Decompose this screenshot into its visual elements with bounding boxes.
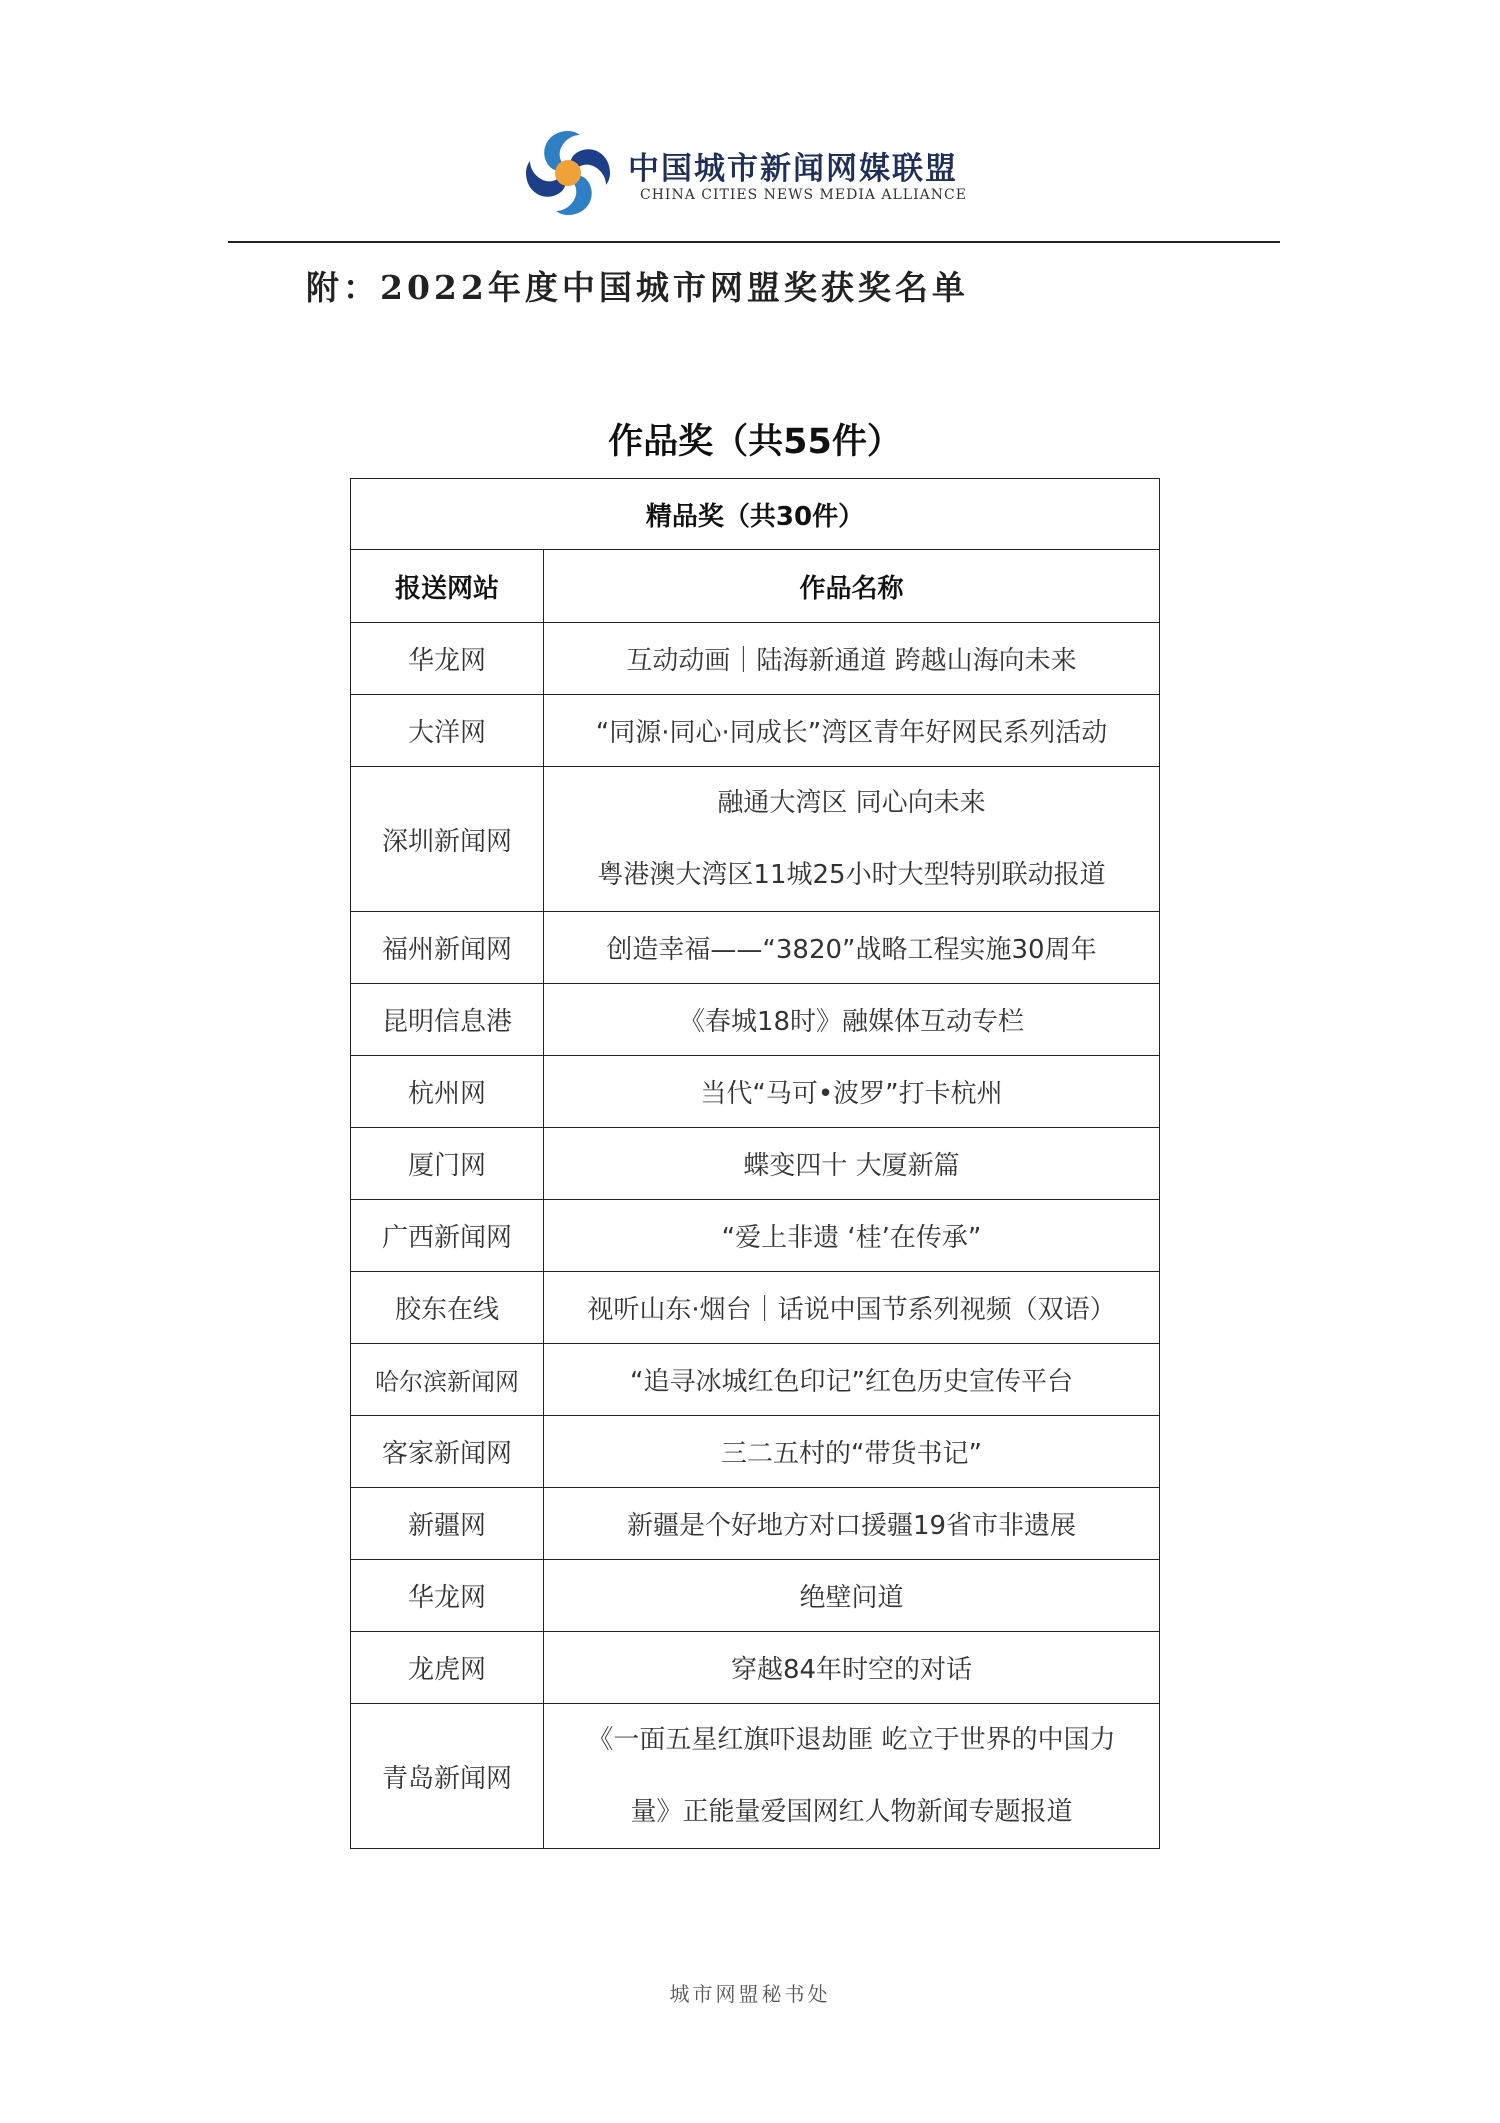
table-row xyxy=(351,1128,1160,1200)
table-row xyxy=(351,695,1160,767)
work-title-line: 互动动画｜陆海新通道 跨越山海向未来 xyxy=(626,646,1077,676)
site-cell: 客家新闻网 xyxy=(351,1416,544,1488)
table-row xyxy=(351,1704,1160,1849)
site-cell: 龙虎网 xyxy=(351,1632,544,1704)
site-cell: 华龙网 xyxy=(351,623,544,695)
table-row xyxy=(351,1632,1160,1704)
site-cell: 哈尔滨新闻网 xyxy=(351,1344,544,1416)
work-title-line: 融通大湾区 同心向未来 xyxy=(717,788,986,818)
header-logo xyxy=(520,125,980,225)
org-name-cn: 中国城市新闻网媒联盟 xyxy=(628,151,958,187)
table-row xyxy=(351,767,1160,912)
table-row xyxy=(351,1200,1160,1272)
site-cell: 深圳新闻网 xyxy=(351,767,544,912)
site-cell: 华龙网 xyxy=(351,1560,544,1632)
work-cell xyxy=(544,1416,1160,1488)
table-caption-row xyxy=(351,479,1160,550)
work-title-line: 创造幸福——“3820”战略工程实施30周年 xyxy=(606,935,1097,965)
work-title-line: 视听山东·烟台｜话说中国节系列视频（双语） xyxy=(587,1295,1116,1325)
work-title-line: 蝶变四十 大厦新篇 xyxy=(743,1151,960,1181)
section-title: 作品奖（共55件） xyxy=(608,422,902,462)
work-cell xyxy=(544,1488,1160,1560)
table-row xyxy=(351,1056,1160,1128)
work-cell xyxy=(544,1056,1160,1128)
work-title-line: 新疆是个好地方对口援疆19省市非遗展 xyxy=(626,1511,1077,1541)
work-title-line: “追寻冰城红色印记”红色历史宣传平台 xyxy=(630,1367,1073,1397)
table-row xyxy=(351,1488,1160,1560)
footer-text: 城市网盟秘书处 xyxy=(669,1982,831,2006)
table-caption: 精品奖（共30件） xyxy=(351,479,1160,550)
work-title-line: “同源·同心·同成长”湾区青年好网民系列活动 xyxy=(595,718,1108,748)
work-cell xyxy=(544,767,1160,912)
work-title-line: 《春城18时》融媒体互动专栏 xyxy=(678,1007,1025,1037)
site-cell: 杭州网 xyxy=(351,1056,544,1128)
work-cell xyxy=(544,912,1160,984)
table-row xyxy=(351,1272,1160,1344)
table-row xyxy=(351,623,1160,695)
work-cell xyxy=(544,984,1160,1056)
work-title-line: 绝壁问道 xyxy=(799,1583,904,1613)
site-cell: 福州新闻网 xyxy=(351,912,544,984)
work-title-line: 穿越84年时空的对话 xyxy=(730,1655,973,1685)
table-header-row xyxy=(351,550,1160,623)
work-cell xyxy=(544,1632,1160,1704)
document-heading: 附：2022年度中国城市网盟奖获奖名单 xyxy=(306,268,969,307)
site-cell: 新疆网 xyxy=(351,1488,544,1560)
header-divider xyxy=(228,241,1280,243)
site-cell: 青岛新闻网 xyxy=(351,1704,544,1849)
work-cell xyxy=(544,1704,1160,1849)
table-row xyxy=(351,1560,1160,1632)
work-title-line: 量》正能量爱国网红人物新闻专题报道 xyxy=(630,1797,1073,1827)
alliance-logo-icon xyxy=(520,125,616,221)
site-cell: 大洋网 xyxy=(351,695,544,767)
work-cell xyxy=(544,1344,1160,1416)
awards-table xyxy=(350,478,1160,1849)
work-cell xyxy=(544,695,1160,767)
work-cell xyxy=(544,1200,1160,1272)
column-header-work: 作品名称 xyxy=(544,550,1160,623)
work-cell xyxy=(544,1560,1160,1632)
work-title-line: 当代“马可•波罗”打卡杭州 xyxy=(700,1079,1003,1109)
site-cell: 胶东在线 xyxy=(351,1272,544,1344)
work-cell xyxy=(544,1128,1160,1200)
column-header-site: 报送网站 xyxy=(351,550,544,623)
work-cell xyxy=(544,1272,1160,1344)
site-cell: 昆明信息港 xyxy=(351,984,544,1056)
table-row xyxy=(351,1416,1160,1488)
work-title-line: 《一面五星红旗吓退劫匪 屹立于世界的中国力 xyxy=(587,1725,1116,1755)
table-row xyxy=(351,984,1160,1056)
org-name-en: CHINA CITIES NEWS MEDIA ALLIANCE xyxy=(640,187,967,203)
site-cell: 厦门网 xyxy=(351,1128,544,1200)
site-cell: 广西新闻网 xyxy=(351,1200,544,1272)
table-row xyxy=(351,912,1160,984)
work-cell xyxy=(544,623,1160,695)
work-title-line: “爱上非遗 ‘桂’在传承” xyxy=(721,1223,982,1253)
work-title-line: 粤港澳大湾区11城25小时大型特别联动报道 xyxy=(597,860,1106,890)
work-title-line: 三二五村的“带货书记” xyxy=(721,1439,982,1469)
table-row xyxy=(351,1344,1160,1416)
